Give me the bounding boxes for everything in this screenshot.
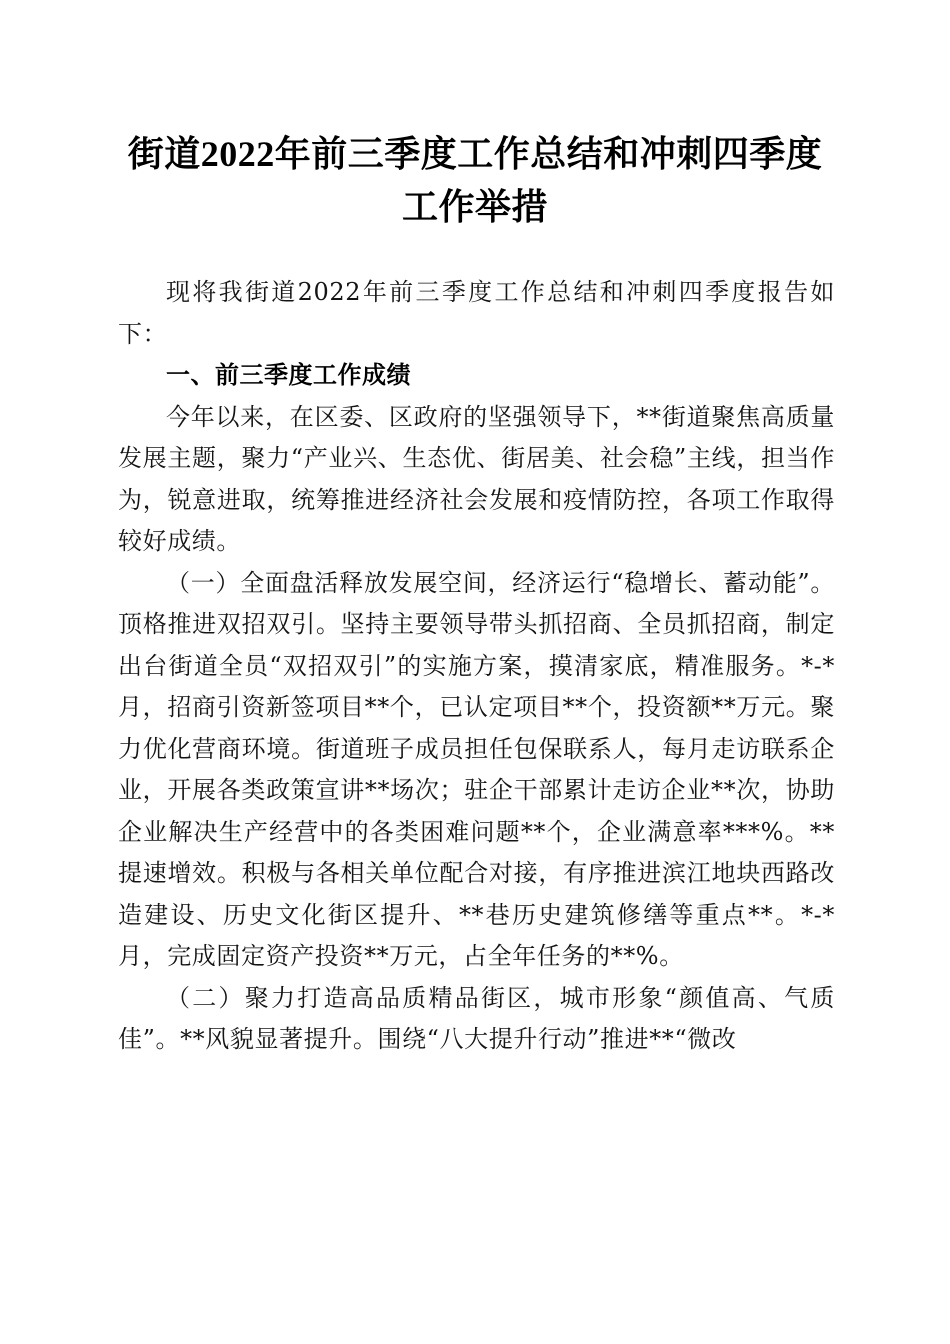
paragraph-overview: 今年以来，在区委、区政府的坚强领导下，**街道聚焦高质量发展主题，聚力“产业兴、生态优、街居美、社会稳”主线，担当作为，锐意进取，统筹推进经济社会发展和疫情防控，各项工作取得较好成绩。 xyxy=(118,402,835,555)
intro-paragraph: 现将我街道2022年前三季度工作总结和冲刺四季度报告如下： xyxy=(118,278,835,348)
paragraph-item-2: （二）聚力打造高品质精品街区，城市形象“颜值高、气质佳”。**风貌显著提升。围绕“八大提升行动”推进**“微改 xyxy=(118,983,835,1053)
section-heading-1: 一、前三季度工作成绩 xyxy=(166,362,411,389)
document-body xyxy=(0,234,950,1061)
paragraph-item-1: （一）全面盘活释放发展空间，经济运行“稳增长、蓄动能”。顶格推进双招双引。坚持主要领导带头抓招商、全员抓招商，制定出台街道全员“双招双引”的实施方案，摸清家底，精准服务。*-*月，招商引资新签项目**个，已认定项目**个，投资额**万元。聚力优化营商环境。街道班子成员担任包保联系人，每月走访联系企业，开展各类政策宣讲**场次；驻企干部累计走访企业**次，协助企业解决生产经营中的各类困难问题**个，企业满意率***%。**提速增效。积极与各相关单位配合对接，有序推进滨江地块西路改造建设、历史文化街区提升、**巷历史建筑修缮等重点**。*-*月，完成固定资产投资**万元，占全年任务的**%。 xyxy=(118,568,835,970)
page-title: 街道2022年前三季度工作总结和冲刺四季度工作举措 xyxy=(127,134,823,227)
